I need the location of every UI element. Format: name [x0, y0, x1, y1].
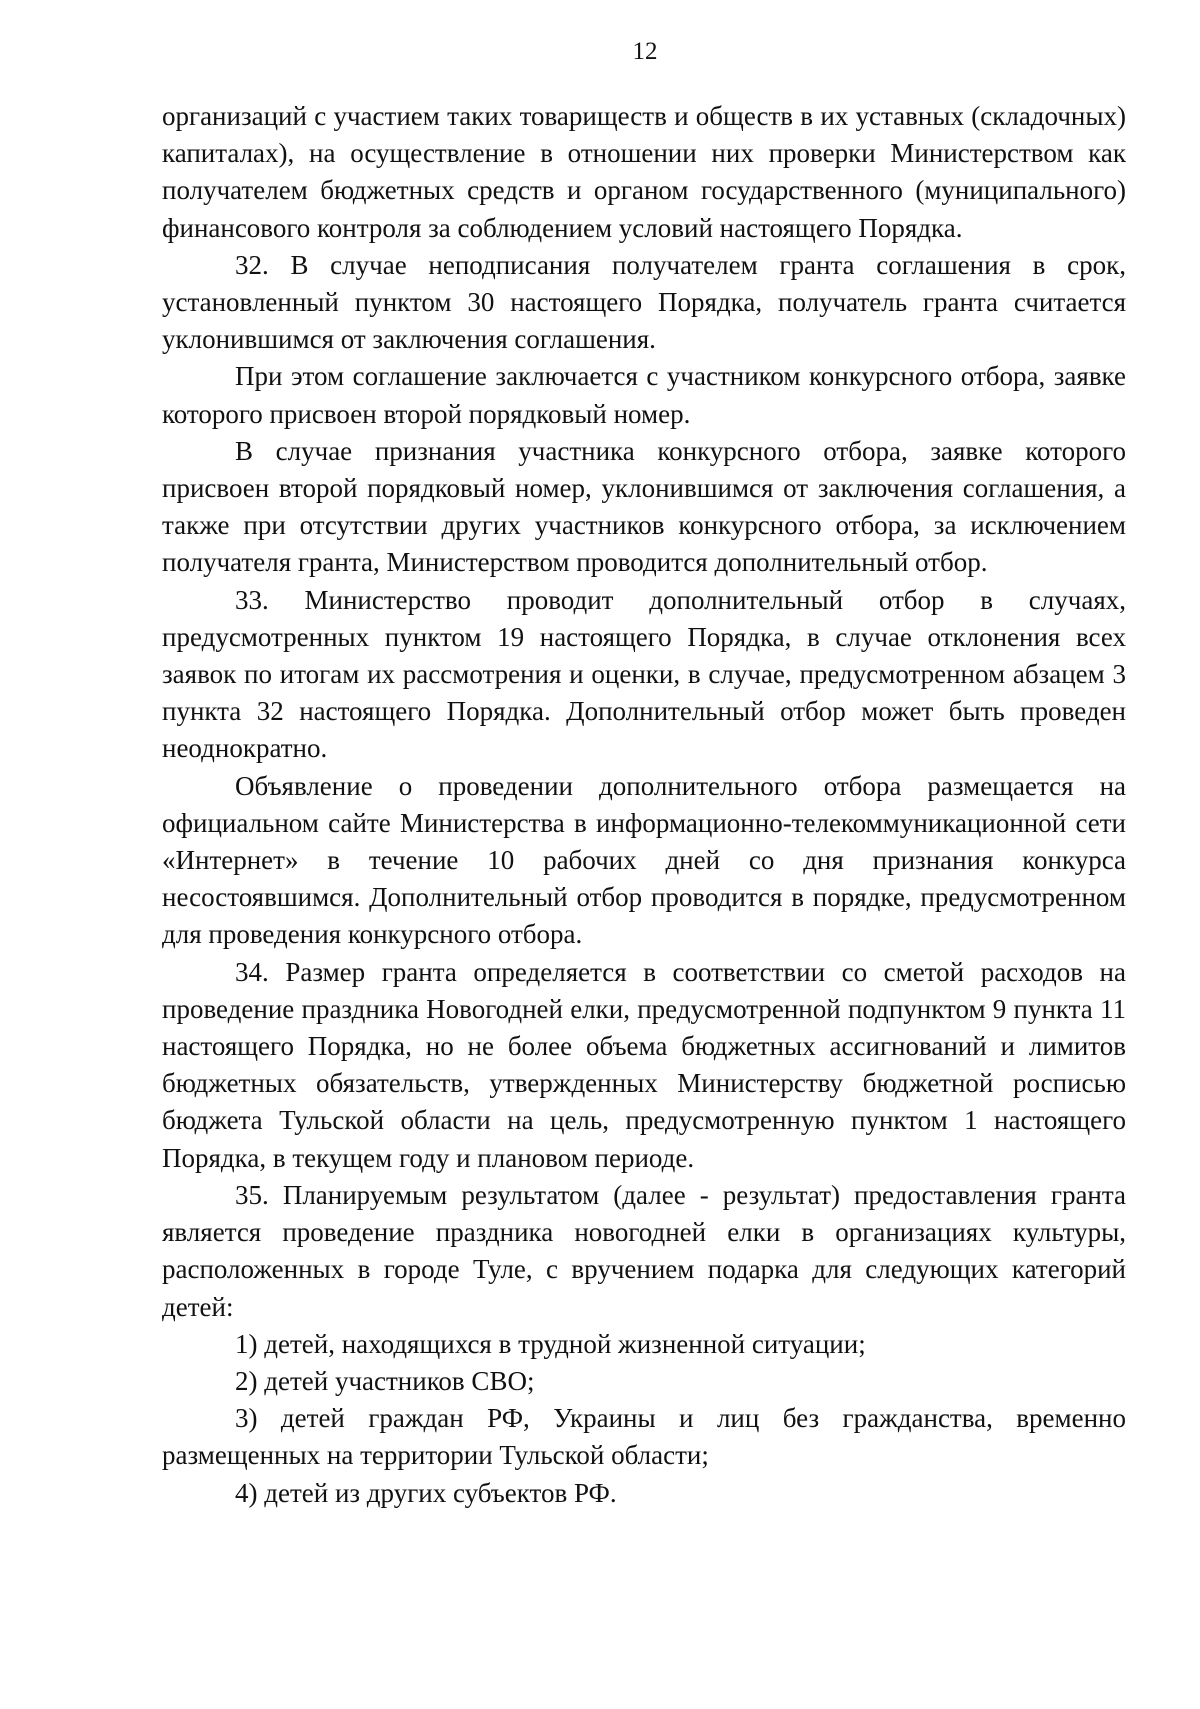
list-item-1: 1) детей, находящихся в трудной жизненной ситуации;: [235, 1328, 866, 1359]
paragraph-32-second-applicant: При этом соглашение заключается с участником конкурсного отбора, заявке которого присвоен второй порядковый номер.: [162, 361, 1126, 429]
paragraph-33-announcement: Объявление о проведении дополнительного отбора размещается на официальном сайте Министерства в информационно-телекоммуникационной сети «Интернет» в течение 10 рабочих дней со дня признания конкурса несостоявшимся. Дополнительный отбор проводится в порядке, предусмотренном для проведения конкурсного отбора.: [162, 770, 1126, 950]
list-item-4: 4) детей из других субъектов РФ.: [235, 1477, 617, 1508]
list-item-3: 3) детей граждан РФ, Украины и лиц без гражданства, временно размещенных на территории Тульской области;: [162, 1403, 1126, 1471]
paragraph-continuation: организаций с участием таких товариществ и обществ в их уставных (складочных) капиталах), на осуществление в отношении них проверки Министерством как получателем бюджетных средств и органом государственного (муниципального) финансового контроля за соблюдением условий настоящего Порядка.: [162, 101, 1126, 243]
paragraph-32-additional-selection: В случае признания участника конкурсного отбора, заявке которого присвоен второй порядковый номер, уклонившимся от заключения соглашения, а также при отсутствии других участников конкурсного отбора, за исключением получателя гранта, Министерством проводится дополнительный отбор.: [162, 435, 1126, 578]
paragraph-34: 34. Размер гранта определяется в соответствии со сметой расходов на проведение праздника Новогодней елки, предусмотренной подпунктом 9 пункта 11 настоящего Порядка, но не более объема бюджетных ассигнований и лимитов бюджетных обязательств, утвержденных Министерству бюджетной росписью бюджета Тульской области на цель, предусмотренную пунктом 1 настоящего Порядка, в текущем году и плановом периоде.: [162, 956, 1126, 1173]
paragraph-35: 35. Планируемым результатом (далее - результат) предоставления гранта является проведение праздника новогодней елки в организациях культуры, расположенных в городе Туле, с вручением подарка для следующих категорий детей:: [162, 1179, 1126, 1322]
page-number: 12: [632, 38, 658, 65]
list-item-2: 2) детей участников СВО;: [235, 1365, 535, 1396]
document-body: [162, 98, 1126, 1512]
paragraph-32: 32. В случае неподписания получателем гранта соглашения в срок, установленный пунктом 30 настоящего Порядка, получатель гранта считается уклонившимся от заключения соглашения.: [162, 249, 1126, 355]
paragraph-33: 33. Министерство проводит дополнительный отбор в случаях, предусмотренных пунктом 19 настоящего Порядка, в случае отклонения всех заявок по итогам их рассмотрения и оценки, в случае, предусмотренном абзацем 3 пункта 32 настоящего Порядка. Дополнительный отбор может быть проведен неоднократно.: [162, 584, 1126, 764]
